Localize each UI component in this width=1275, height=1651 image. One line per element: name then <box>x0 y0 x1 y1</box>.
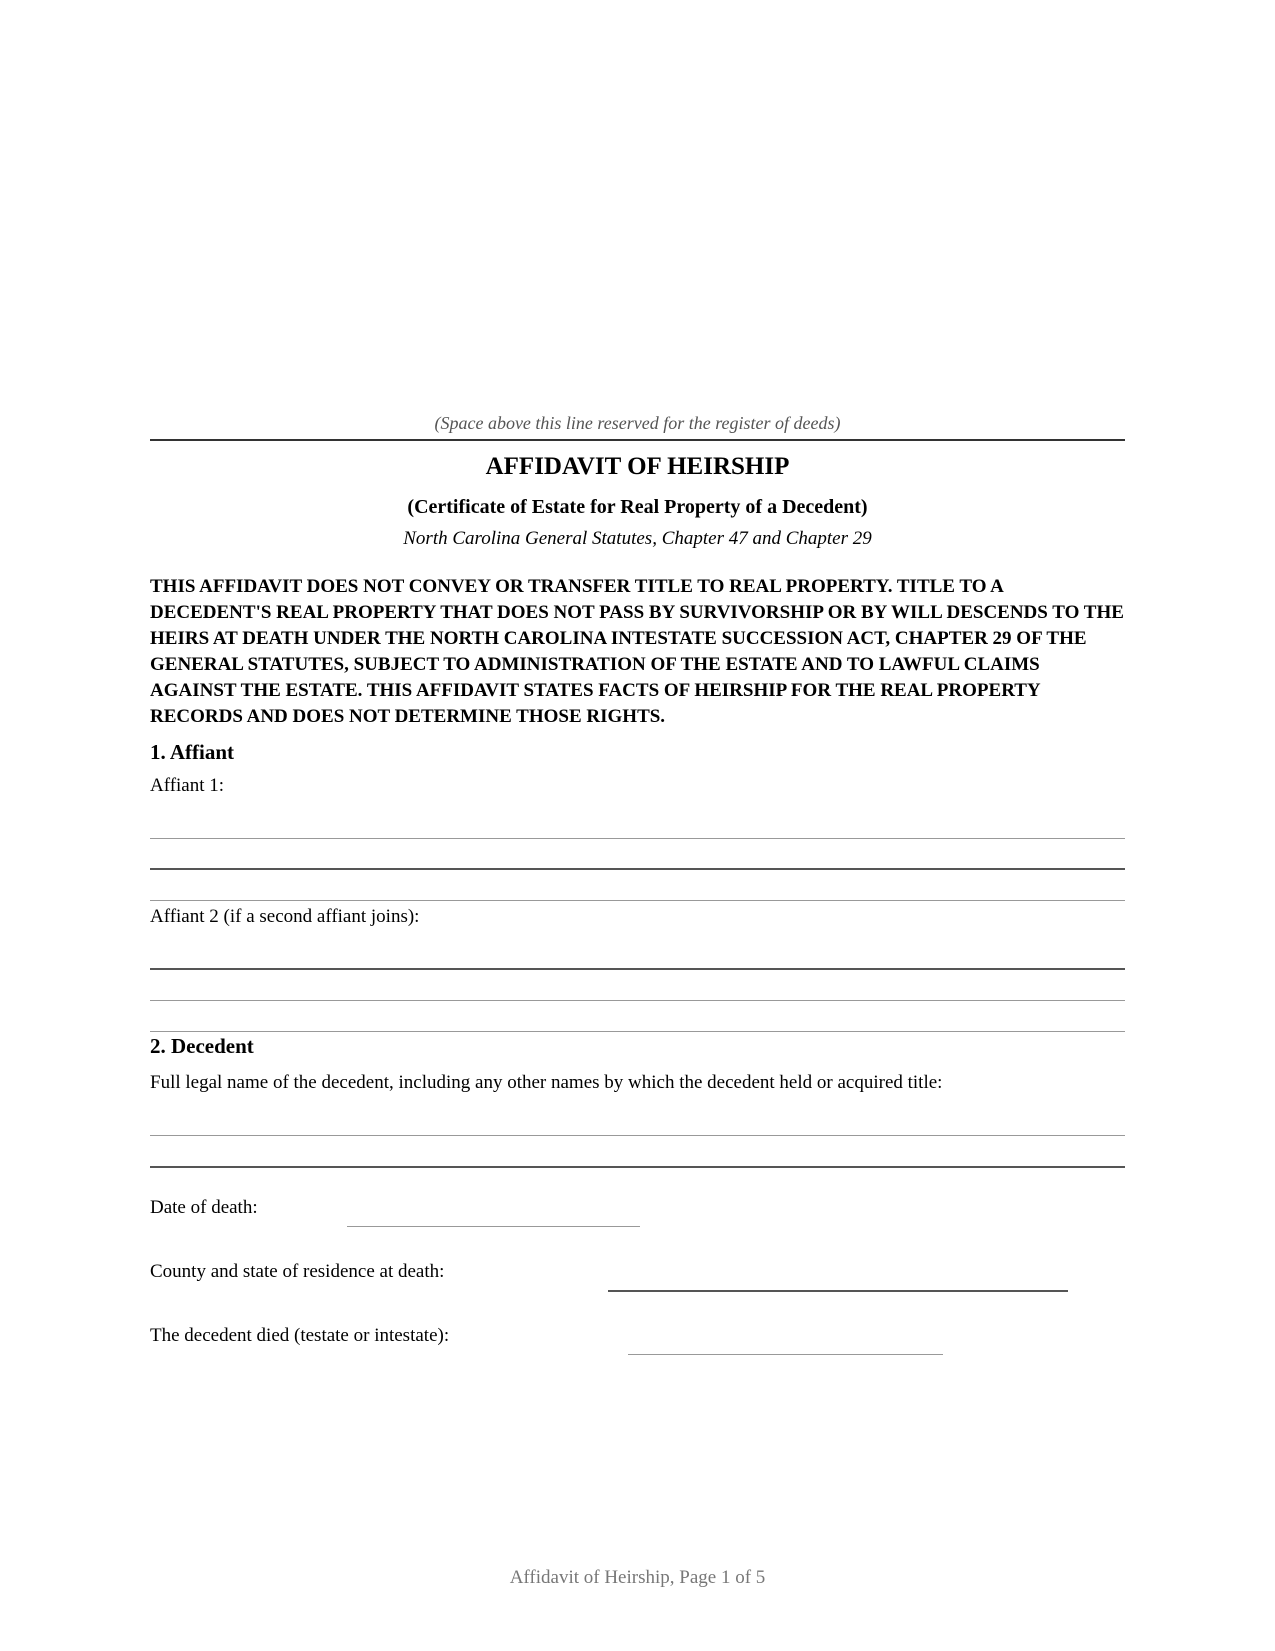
testate-status-label: The decedent died (testate or intestate): <box>150 1325 450 1346</box>
residence-label: County and state of residence at death: <box>150 1261 445 1282</box>
statute-reference: North Carolina General Statutes, Chapter 47 and Chapter 29 <box>403 528 872 549</box>
affiant-2-line-3[interactable] <box>150 1031 1125 1032</box>
page-footer: Affidavit of Heirship, Page 1 of 5 <box>509 1567 766 1588</box>
affiant-2-label: Affiant 2 (if a second affiant joins): <box>150 906 420 927</box>
testate-status-line[interactable] <box>628 1354 943 1355</box>
document-subtitle: (Certificate of Estate for Real Property of a Decedent) <box>407 496 868 518</box>
register-reserved-rule <box>150 439 1125 441</box>
affiant-1-line-2[interactable] <box>150 868 1125 870</box>
decedent-name-line-1[interactable] <box>150 1135 1125 1136</box>
affiant-1-line-1[interactable] <box>150 838 1125 839</box>
affiant-1-label: Affiant 1: <box>150 775 225 796</box>
decedent-name-label: Full legal name of the decedent, including any other names by which the decedent held or acquired title: <box>150 1072 943 1093</box>
document-title: AFFIDAVIT OF HEIRSHIP <box>485 453 790 480</box>
affiant-2-line-2[interactable] <box>150 1000 1125 1001</box>
residence-line[interactable] <box>608 1290 1068 1292</box>
legal-warning: THIS AFFIDAVIT DOES NOT CONVEY OR TRANSFER TITLE TO REAL PROPERTY. TITLE TO A DECEDENT'S REAL PROPERTY THAT DOES NOT PASS BY SURVIVORSHIP OR BY WILL DESCENDS TO THE HEIRS AT DEATH UNDER THE NORTH CAROLINA INTESTATE SUCCESSION ACT, CHAPTER 29 OF THE GENERAL STATUTES, SUBJECT TO ADMINISTRATION OF THE ESTATE AND TO LAWFUL CLAIMS AGAINST THE ESTATE. THIS AFFIDAVIT STATES FACTS OF HEIRSHIP FOR THE REAL PROPERTY RECORDS AND DOES NOT DETERMINE THOSE RIGHTS. <box>150 576 1124 727</box>
section-heading-decedent: 2. Decedent <box>150 1034 254 1058</box>
date-of-death-line[interactable] <box>347 1226 640 1227</box>
register-reserved-note: (Space above this line reserved for the register of deeds) <box>434 413 841 433</box>
date-of-death-label: Date of death: <box>150 1197 258 1218</box>
affiant-2-line-1[interactable] <box>150 968 1125 970</box>
affiant-1-line-3[interactable] <box>150 900 1125 901</box>
decedent-name-line-2[interactable] <box>150 1166 1125 1168</box>
section-heading-affiant: 1. Affiant <box>150 740 234 764</box>
